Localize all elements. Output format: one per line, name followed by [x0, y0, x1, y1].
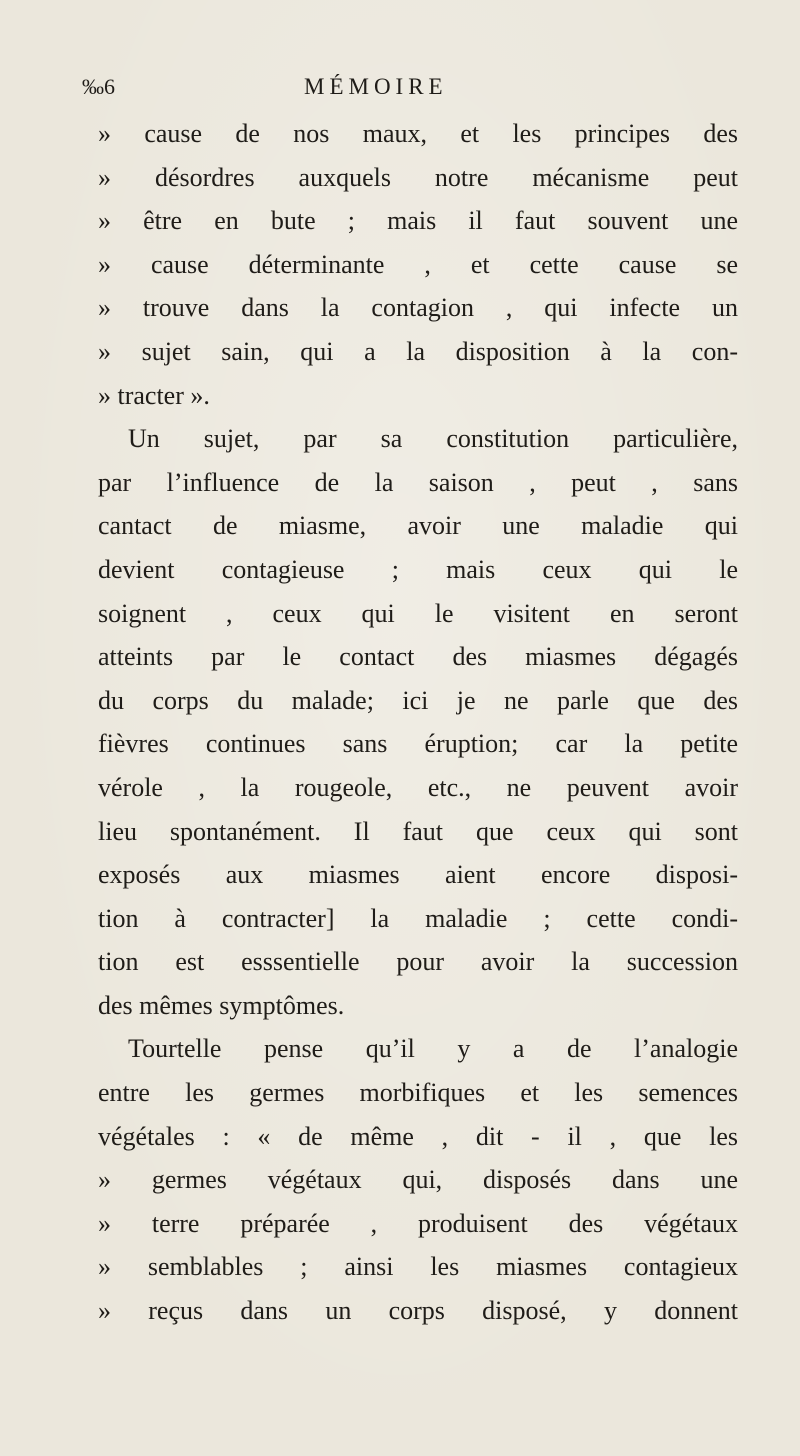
text-line: » tracter ». — [98, 380, 210, 410]
text-line: végétales : « de même , dit - il , que les — [98, 1121, 738, 1151]
text-line: vérole , la rougeole, etc., ne peuvent avoir — [98, 772, 738, 802]
text-line: devient contagieuse ; mais ceux qui le — [98, 554, 738, 584]
text-line: du corps du malade; ici je ne parle que des — [98, 685, 738, 715]
text-line: » trouve dans la contagion , qui infecte un — [98, 293, 738, 323]
text-line: » reçus dans un corps disposé, y donnent — [98, 1296, 738, 1326]
text-line: lieu spontanément. Il faut que ceux qui sont — [98, 816, 738, 846]
text-line: atteints par le contact des miasmes dégagés — [98, 642, 738, 672]
text-line: soignent , ceux qui le visitent en seront — [98, 598, 738, 628]
body-text — [98, 112, 738, 1333]
text-line: tion est esssentielle pour avoir la succession — [98, 947, 738, 977]
text-line: exposés aux miasmes aient encore disposi- — [98, 860, 738, 890]
text-line: cantact de miasme, avoir une maladie qui — [98, 511, 738, 541]
page-number: ‰6 — [82, 74, 115, 99]
text-line: des mêmes symptômes. — [98, 990, 345, 1020]
text-line: entre les germes morbifiques et les semences — [98, 1078, 738, 1108]
running-title: MÉMOIRE — [304, 74, 448, 99]
paragraph-start-line: Un sujet, par sa constitution particulière, — [128, 424, 738, 454]
text-line: par l’influence de la saison , peut , sans — [98, 467, 738, 497]
text-line: » désordres auxquels notre mécanisme peut — [98, 162, 738, 192]
text-line: fièvres continues sans éruption; car la petite — [98, 729, 738, 759]
text-line: » terre préparée , produisent des végétaux — [98, 1208, 738, 1238]
text-line: » être en bute ; mais il faut souvent une — [98, 206, 738, 236]
text-line: tion à contracter] la maladie ; cette condi- — [98, 903, 738, 933]
paragraph-start-line: Tourtelle pense qu’il y a de l’analogie — [128, 1034, 738, 1064]
text-line: » germes végétaux qui, disposés dans une — [98, 1165, 738, 1195]
text-line: » cause déterminante , et cette cause se — [98, 249, 738, 279]
text-line: » cause de nos maux, et les principes des — [98, 119, 738, 148]
text-line: » sujet sain, qui a la disposition à la con- — [98, 336, 738, 366]
page-header — [82, 66, 722, 106]
text-line: » semblables ; ainsi les miasmes contagieux — [98, 1252, 738, 1282]
